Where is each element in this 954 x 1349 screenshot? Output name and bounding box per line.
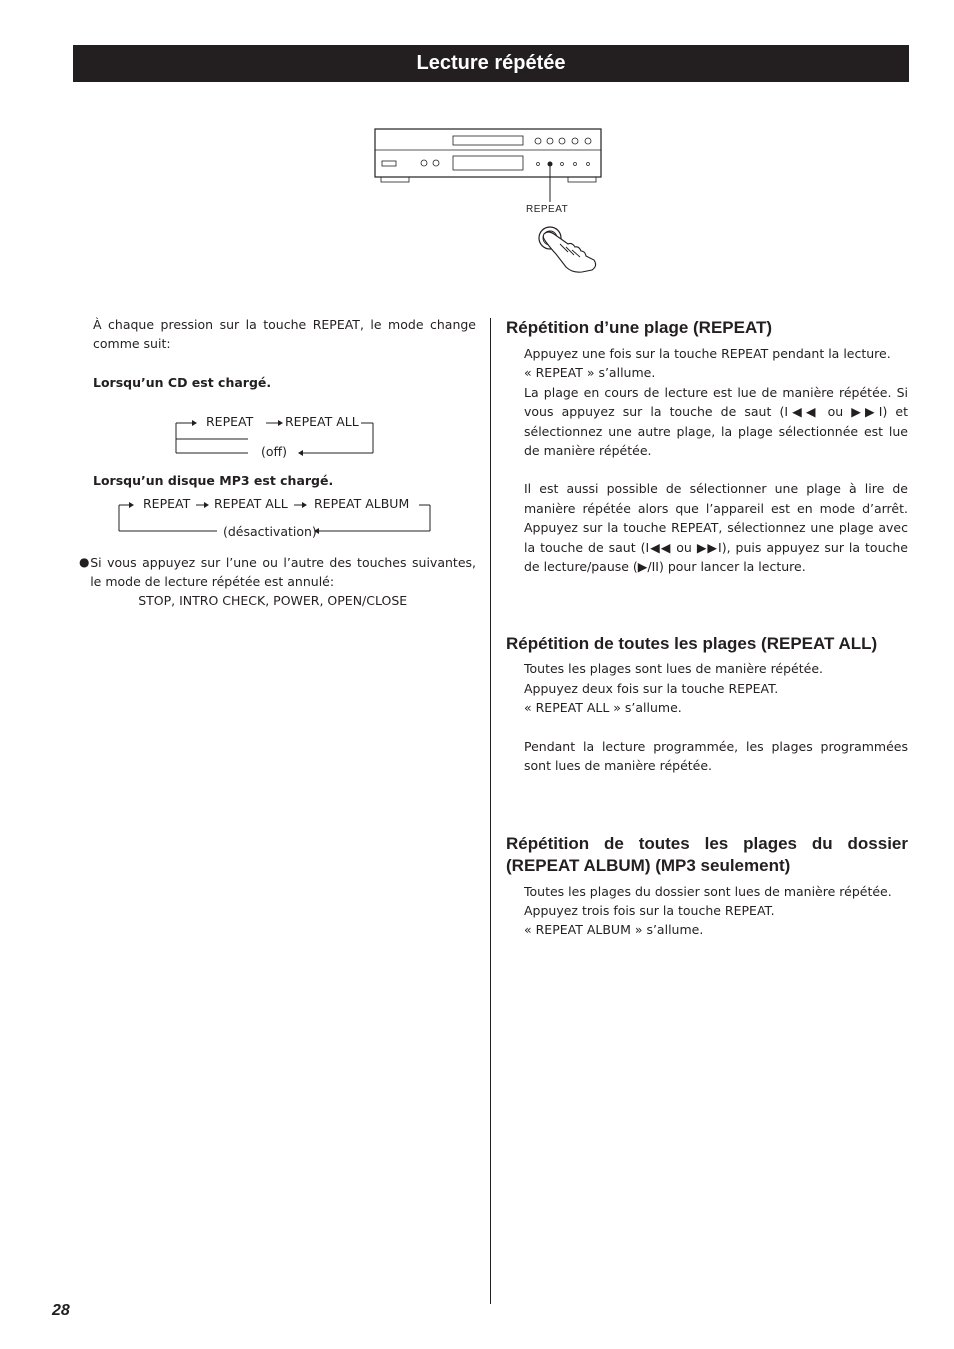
section-repeat-all [506, 633, 908, 775]
cancel-note [79, 553, 476, 611]
mp3-flow-return: (désactivation) [223, 523, 317, 539]
section-repeat-line: La plage en cours de lecture est lue de manière répétée. Si vous appuyez sur la touche de saut (I◀◀ ou ▶▶I) et sélectionnez une autre plage, la plage sélectionnée est lue de manière répétée. [524, 384, 908, 459]
section-repeat-album-line: Appuyez trois fois sur la touche REPEAT. [524, 902, 775, 918]
right-column [506, 315, 908, 940]
mp3-flow-step-repeat: REPEAT [143, 495, 191, 511]
left-column [79, 315, 476, 611]
page-number: 28 [52, 1302, 70, 1319]
cd-flow-diagram [93, 392, 476, 458]
section-repeat [506, 317, 908, 576]
bullet-icon: ● [79, 554, 90, 569]
cd-heading: Lorsqu’un CD est chargé. [93, 374, 272, 390]
section-repeat-all-line: Pendant la lecture programmée, les plages programmées sont lues de manière répétée. [524, 738, 908, 774]
section-repeat-all-heading: Répétition de toutes les plages (REPEAT ALL) [506, 634, 878, 654]
cd-player-illustration [372, 126, 606, 276]
section-repeat-line: Appuyez une fois sur la touche REPEAT pendant la lecture. [524, 346, 891, 361]
section-repeat-line: Il est aussi possible de sélectionner une plage à lire de manière répétée alors que l’appareil est en mode d’arrêt. Appuyez sur la touche REPEAT, sélectionnez une plage avec la touche de saut (I◀◀ ou ▶▶I), puis appuyez sur la touche de lecture/pause (▶/II) pour lancer la lecture. [524, 481, 908, 575]
section-repeat-album [506, 833, 908, 940]
cancel-keys: STOP, INTRO CHECK, POWER, OPEN/CLOSE [138, 593, 408, 609]
mp3-flow-step-repeat-album: REPEAT ALBUM [314, 495, 410, 511]
section-repeat-all-line: Appuyez deux fois sur la touche REPEAT. [524, 680, 779, 696]
page-title-bar [73, 45, 909, 82]
section-repeat-all-line: « REPEAT ALL » s’allume. [524, 700, 682, 716]
page-title: Lecture répétée [416, 52, 566, 74]
section-repeat-album-heading: Répétition de toutes les plages du dossier (REPEAT ALBUM) (MP3 seulement) [506, 833, 908, 875]
section-repeat-all-body [524, 659, 908, 775]
section-repeat-album-body [524, 882, 908, 940]
section-repeat-all-line: Toutes les plages sont lues de manière répétée. [524, 661, 823, 677]
cd-flow-return-off: (off) [261, 444, 288, 460]
mp3-heading: Lorsqu’un disque MP3 est chargé. [93, 473, 334, 489]
column-divider [490, 318, 491, 1304]
section-repeat-album-line: Toutes les plages du dossier sont lues de manière répétée. [524, 883, 892, 899]
mp3-flow-diagram [93, 491, 476, 549]
section-repeat-album-line: « REPEAT ALBUM » s’allume. [524, 922, 704, 938]
section-repeat-body [524, 344, 908, 576]
cancel-note-text: Si vous appuyez sur l’une ou l’autre des touches suivantes, le mode de lecture répétée est annulé: [90, 554, 476, 590]
mp3-flow-step-repeat-all: REPEAT ALL [214, 495, 288, 511]
intro-text: À chaque pression sur la touche REPEAT, le mode change comme suit: [93, 317, 476, 352]
section-repeat-line: « REPEAT » s’allume. [524, 365, 656, 381]
section-repeat-heading: Répétition d’une plage (REPEAT) [506, 318, 773, 337]
cd-player-drawing [372, 126, 606, 276]
repeat-button-label: REPEAT [526, 204, 569, 215]
cd-flow-step-repeat: REPEAT [206, 414, 254, 430]
cd-flow-step-repeat-all: REPEAT ALL [285, 414, 359, 430]
